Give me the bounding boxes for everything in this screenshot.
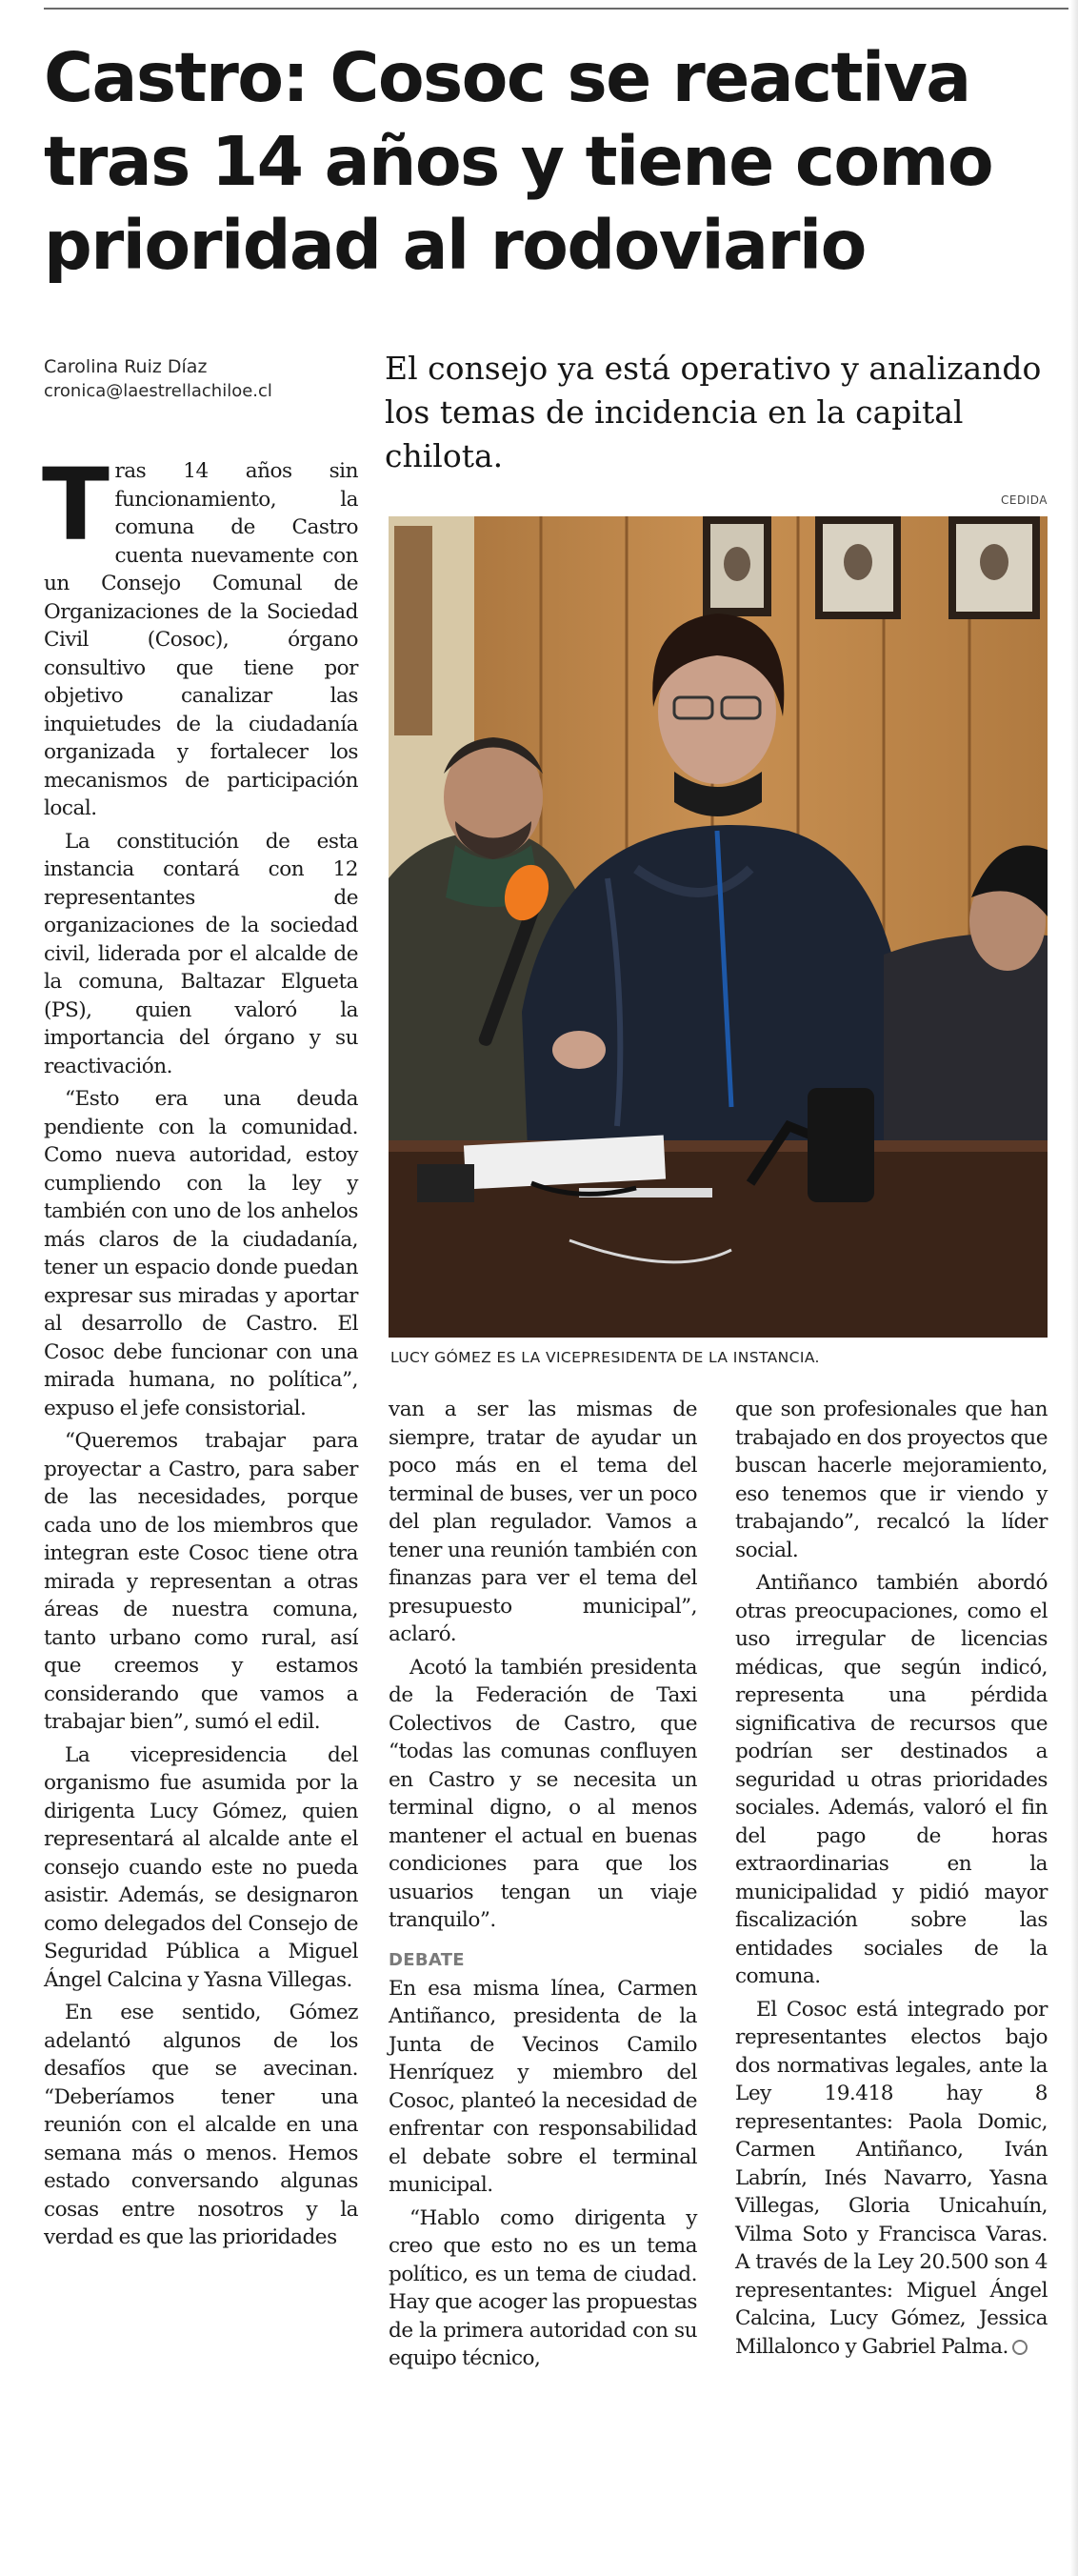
paragraph: La vicepresidencia del organismo fue asumida por la dirigenta Lucy Gómez, quien representará al alcalde ante el consejo cuando este no pueda asistir. Además, se designaron como delegados del Consejo de Seguridad Pública a Miguel Ángel Calcina y Yasna Villegas. bbox=[44, 1742, 358, 1992]
summary: El consejo ya está operativo y analizando los temas de incidencia en la capital chilota. bbox=[385, 350, 1042, 474]
author-email[interactable]: cronica@laestrellachiloe.cl bbox=[44, 381, 272, 401]
paragraph: En ese sentido, Gómez adelantó algunos de los desafíos que se avecinan. “Deberíamos tener una reunión con el alcalde en una semana más o menos. Hemos estado conversando algunas cosas entre nosotros y la verdad es que las prioridades bbox=[44, 2001, 358, 2249]
end-mark-icon bbox=[1012, 2340, 1028, 2355]
subhead: DEBATE bbox=[389, 1949, 465, 1970]
paragraph: El Cosoc está integrado por representantes electos bajo dos normativas legales, ante la Ley 19.418 hay 8 representantes: Paola Domic, Carmen Antiñanco, Iván Labrín, Inés Navarro, Yasna Villegas, Gloria Unicahuín, Vilma Soto y Francisca Varas. A través de la Ley 20.500 son 4 representantes: Miguel Ángel Calcina, Lucy Gómez, Jessica Millalonco y Gabriel Palma. bbox=[735, 1997, 1048, 2359]
paragraph: “Hablo como dirigenta y creo que esto no es un tema político, es un tema de ciudad. Hay que acoger las propuestas de la primera autoridad con su equipo técnico, bbox=[389, 2205, 697, 2370]
portrait-frames bbox=[703, 516, 1040, 619]
paragraph: que son profesionales que han trabajado en dos proyectos que buscan hacerle mejoramiento, eso tenemos que ir viendo y trabajando”, recalcó la líder social. bbox=[735, 1398, 1048, 1562]
paragraph: “Queremos trabajar para proyectar a Castro, para saber de las necesidades, porque cada uno de los miembros que integran este Cosoc tiene otra mirada y representan a otras áreas de nuestra comuna, tanto urbano como rural, así que creemos y estamos considerando que vamos a trabajar bien”, sumó el edil. bbox=[44, 1429, 358, 1734]
byline bbox=[44, 354, 349, 404]
paragraph: “Esto era una deuda pendiente con la comunidad. Como nueva autoridad, estoy cumpliendo con la ley y también con uno de los anhelos más claros de la ciudadanía, tener un espacio donde puedan expresar sus miradas y aportar al desarrollo de Castro. El Cosoc debe funcionar con una mirada humana, no política”, expuso el jefe consistorial. bbox=[44, 1087, 358, 1420]
photo-caption: LUCY GÓMEZ ES LA VICEPRESIDENTA DE LA INSTANCIA. bbox=[390, 1349, 820, 1366]
article-photo bbox=[389, 516, 1048, 1338]
headline: Castro: Cosoc se reactiva tras 14 años y tiene como prioridad al rodoviario bbox=[44, 38, 993, 285]
paragraph: van a ser las mismas de siempre, tratar de ayudar un poco más en el tema del terminal de buses, ver un poco del plan regulador. Vamos a tener una reunión también con finanzas para ver el tema del presupuesto municipal”, aclaró. bbox=[389, 1398, 697, 1646]
paragraph: Tras 14 años sin funcionamiento, la comuna de Castro cuenta nuevamente con un Consejo Comunal de Organizaciones de la Sociedad Civil (Cosoc), órgano consultivo que tiene por objetivo canalizar las inquietudes de la ciudadanía organizada y fortalecer los mecanismos de participación local. bbox=[42, 447, 358, 820]
photo-credit: CEDIDA bbox=[1001, 493, 1048, 507]
paragraph: La constitución de esta instancia contará con 12 representantes de organizaciones de la sociedad civil, liderada por el alcalde de la comuna, Baltazar Elgueta (PS), quien valoró la importancia del órgano y su reactivación. bbox=[44, 829, 358, 1078]
author-name: Carolina Ruiz Díaz bbox=[44, 356, 208, 377]
article-column-1 bbox=[42, 447, 358, 2257]
paragraph: Acotó la también presidenta de la Federación de Taxi Colectivos de Castro, que “todas las comunas confluyen en Castro y se necesita un terminal digno, o al menos mantener el actual en buenas condiciones para que los usuarios tengan un viaje tranquilo”. bbox=[389, 1655, 697, 1932]
top-rule bbox=[44, 8, 1068, 10]
drop-cap: T bbox=[42, 447, 110, 563]
article-column-2 bbox=[389, 1396, 697, 2378]
paragraph: Antiñanco también abordó otras preocupaciones, como el uso irregular de licencias médicas, que según indicó, representa una pérdida significativa de recursos que podrían ser destinados a seguridad u otras prioridades sociales. Además, valoró el fin del pago de horas extraordinarias en la municipalidad y pidió mayor fiscalización sobre las entidades sociales de la comuna. bbox=[735, 1571, 1048, 1988]
page-edge bbox=[1070, 0, 1078, 2576]
paragraph: En esa misma línea, Carmen Antiñanco, presidenta de la Junta de Vecinos Camilo Henríquez y miembro del Cosoc, planteó la necesidad de enfrentar con responsabilidad el debate sobre el terminal municipal. bbox=[389, 1976, 697, 2197]
article-column-3 bbox=[735, 1396, 1048, 2365]
